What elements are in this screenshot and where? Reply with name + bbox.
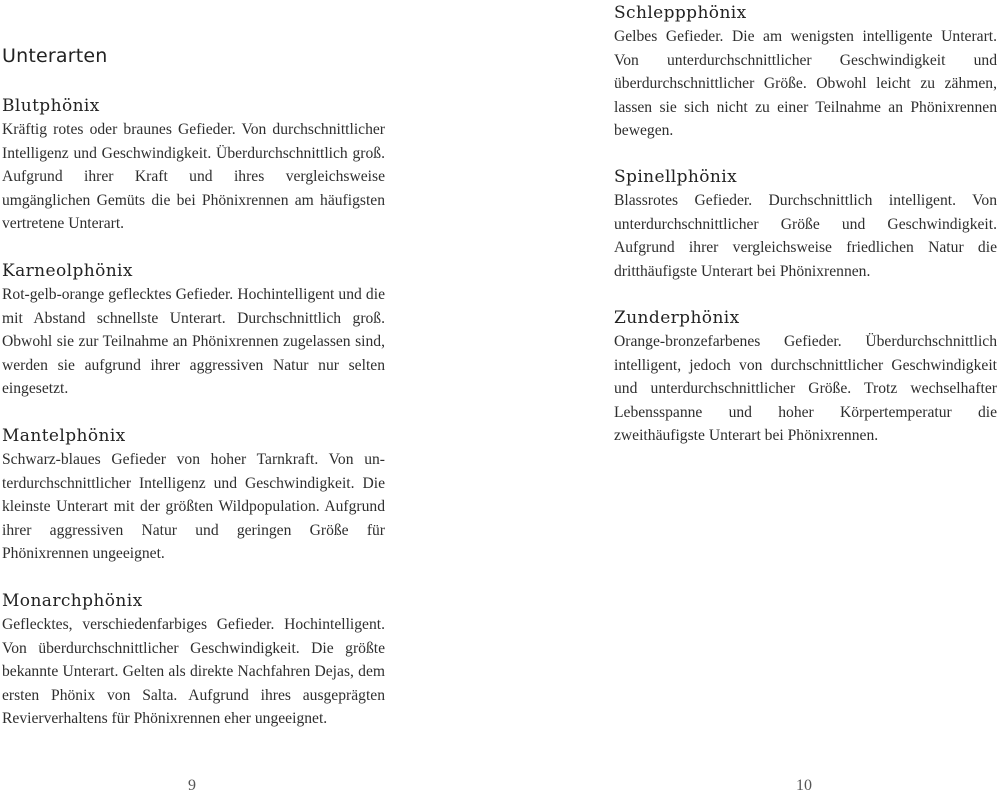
entry-description: Kräftig rotes oder braunes Gefieder. Von durchschnittlicher Intelligenz und Geschwindigkeit. Überdurchschnittlich groß. Aufgrund ihrer Kraft und ihres vergleichsweise umgänglichen Gemüts die bei Phönixrennen am häufigsten vertretene Unterart. [2, 121, 385, 233]
entry-monarchphoenix [2, 590, 385, 731]
entry-title: Monarchphönix [2, 591, 143, 611]
entry-karneolphoenix [2, 260, 385, 401]
page-number: 9 [188, 777, 196, 794]
entry-description: Gelbes Gefieder. Die am wenigsten intelligente Unterart. Von unterdurchschnittlicher Geschwindigkeit und überdurchschnittlicher Größe. Obwohl leicht zu zähmen, lassen sie sich nicht zu einer Teilnahme an Phönixrennen bewegen. [614, 28, 997, 140]
entry-description: Orange-bronzefarbenes Gefieder. Überdurchschnittlich intelligent, jedoch von durchschnittlicher Geschwindigkeit und unterdurchschnittlicher Größe. Trotz wechselhafter Lebensspanne und hoher Körpertemperatur die zweithäufigste Unterart bei Phönixrennen. [614, 333, 997, 445]
entry-spinellphoenix [614, 166, 997, 283]
entry-schleppphoenix [614, 2, 997, 143]
entry-description: Rot-gelb-orange geflecktes Gefieder. Hochintelligent und die mit Abstand schnellste Unterart. Durchschnittlich groß. Obwohl sie zur Teilnahme an Phönixrennen zugelassen sind, werden sie aufgrund ihrer aggressiven Natur nur selten eingesetzt. [2, 286, 385, 398]
entry-mantelphoenix [2, 425, 385, 566]
entry-title: Spinellphönix [614, 167, 738, 187]
entry-description: Schwarz-blaues Gefieder von hoher Tarnkraft. Von unterdurchschnittlicher Intelligenz und Geschwindigkeit. Die kleinste Unterart mit der größten Wildpopulation. Aufgrund ihrer aggressiven Natur und geringen Größe für Phönixrennen ungeeignet. [2, 451, 385, 563]
right-page [614, 0, 999, 800]
entry-title: Zunderphönix [614, 308, 740, 328]
entry-blutphoenix [2, 95, 385, 236]
entry-description: Blassrotes Gefieder. Durchschnittlich intelligent. Von unterdurchschnittlicher Größe und Geschwindigkeit. Aufgrund ihrer vergleichsweise friedlichen Natur die dritthäufigste Unterart bei Phönixrennen. [614, 192, 997, 280]
section-heading: Unterarten [2, 45, 108, 67]
entry-description: Geflecktes, verschiedenfarbiges Gefieder. Hochintelligent. Von überdurchschnittlicher Geschwindigkeit. Die größte bekannte Unterart. Gelten als direkte Nachfahren Dejas, dem ersten Phönix von Salta. Aufgrund ihres ausgeprägten Revierverhaltens für Phönixrennen eher ungeeignet. [2, 616, 385, 728]
entry-title: Blutphönix [2, 96, 100, 116]
entry-title: Schleppphönix [614, 3, 747, 23]
page-number: 10 [796, 777, 812, 794]
entry-title: Karneolphönix [2, 261, 133, 281]
left-page [2, 0, 387, 800]
entry-title: Mantelphönix [2, 426, 126, 446]
entry-zunderphoenix [614, 307, 997, 448]
